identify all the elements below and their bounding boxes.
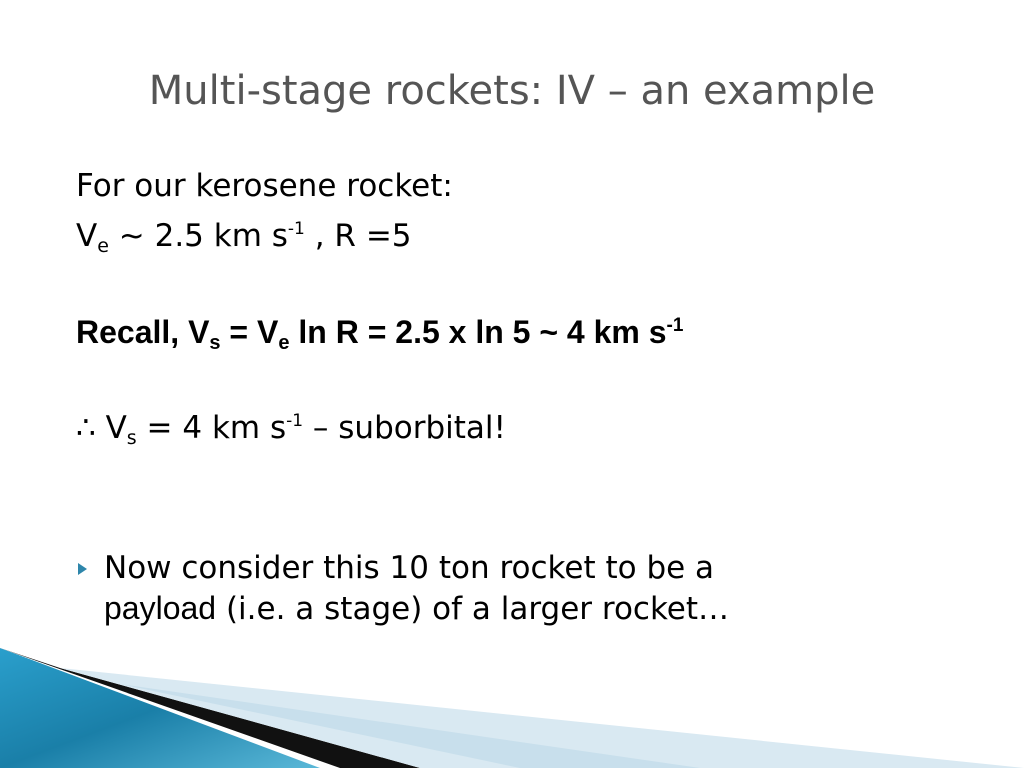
exhaust-velocity-line [76, 216, 412, 256]
bullet-arrow-icon [78, 563, 87, 575]
bullet-item [104, 548, 729, 629]
corner-decoration [0, 640, 1024, 768]
ve-value: ~ 2.5 km s [108, 218, 288, 254]
ve-symbol: V [76, 218, 98, 254]
slide-title: Multi-stage rockets: IV – an example [148, 68, 876, 114]
therefore-vs: ∴ V [76, 410, 127, 446]
recall-exponent: -1 [666, 315, 684, 336]
ve-subscript-2: e [278, 332, 290, 354]
payload-word: payload [104, 590, 217, 626]
bullet-line-1: Now consider this 10 ton rocket to be a [104, 550, 715, 586]
bullet-line-2 [104, 588, 729, 629]
vs-subscript: s [209, 332, 221, 354]
recall-eq: = V [220, 314, 279, 350]
recall-equation [76, 312, 683, 352]
recall-rest: ln R = 2.5 x ln 5 ~ 4 km s [289, 314, 667, 350]
vs-exponent: -1 [286, 411, 304, 431]
ve-subscript: e [97, 235, 109, 257]
vs-subscript-2: s [126, 427, 137, 449]
recall-prefix: Recall, V [76, 314, 210, 350]
bullet-line-2-rest: (i.e. a stage) of a larger rocket… [216, 591, 730, 627]
intro-line: For our kerosene rocket: [76, 168, 453, 204]
vs-value: = 4 km s [136, 410, 287, 446]
mass-ratio: , R =5 [304, 218, 412, 254]
suborbital-note: – suborbital! [303, 410, 506, 446]
ve-exponent: -1 [287, 219, 305, 239]
conclusion-line [76, 408, 506, 448]
